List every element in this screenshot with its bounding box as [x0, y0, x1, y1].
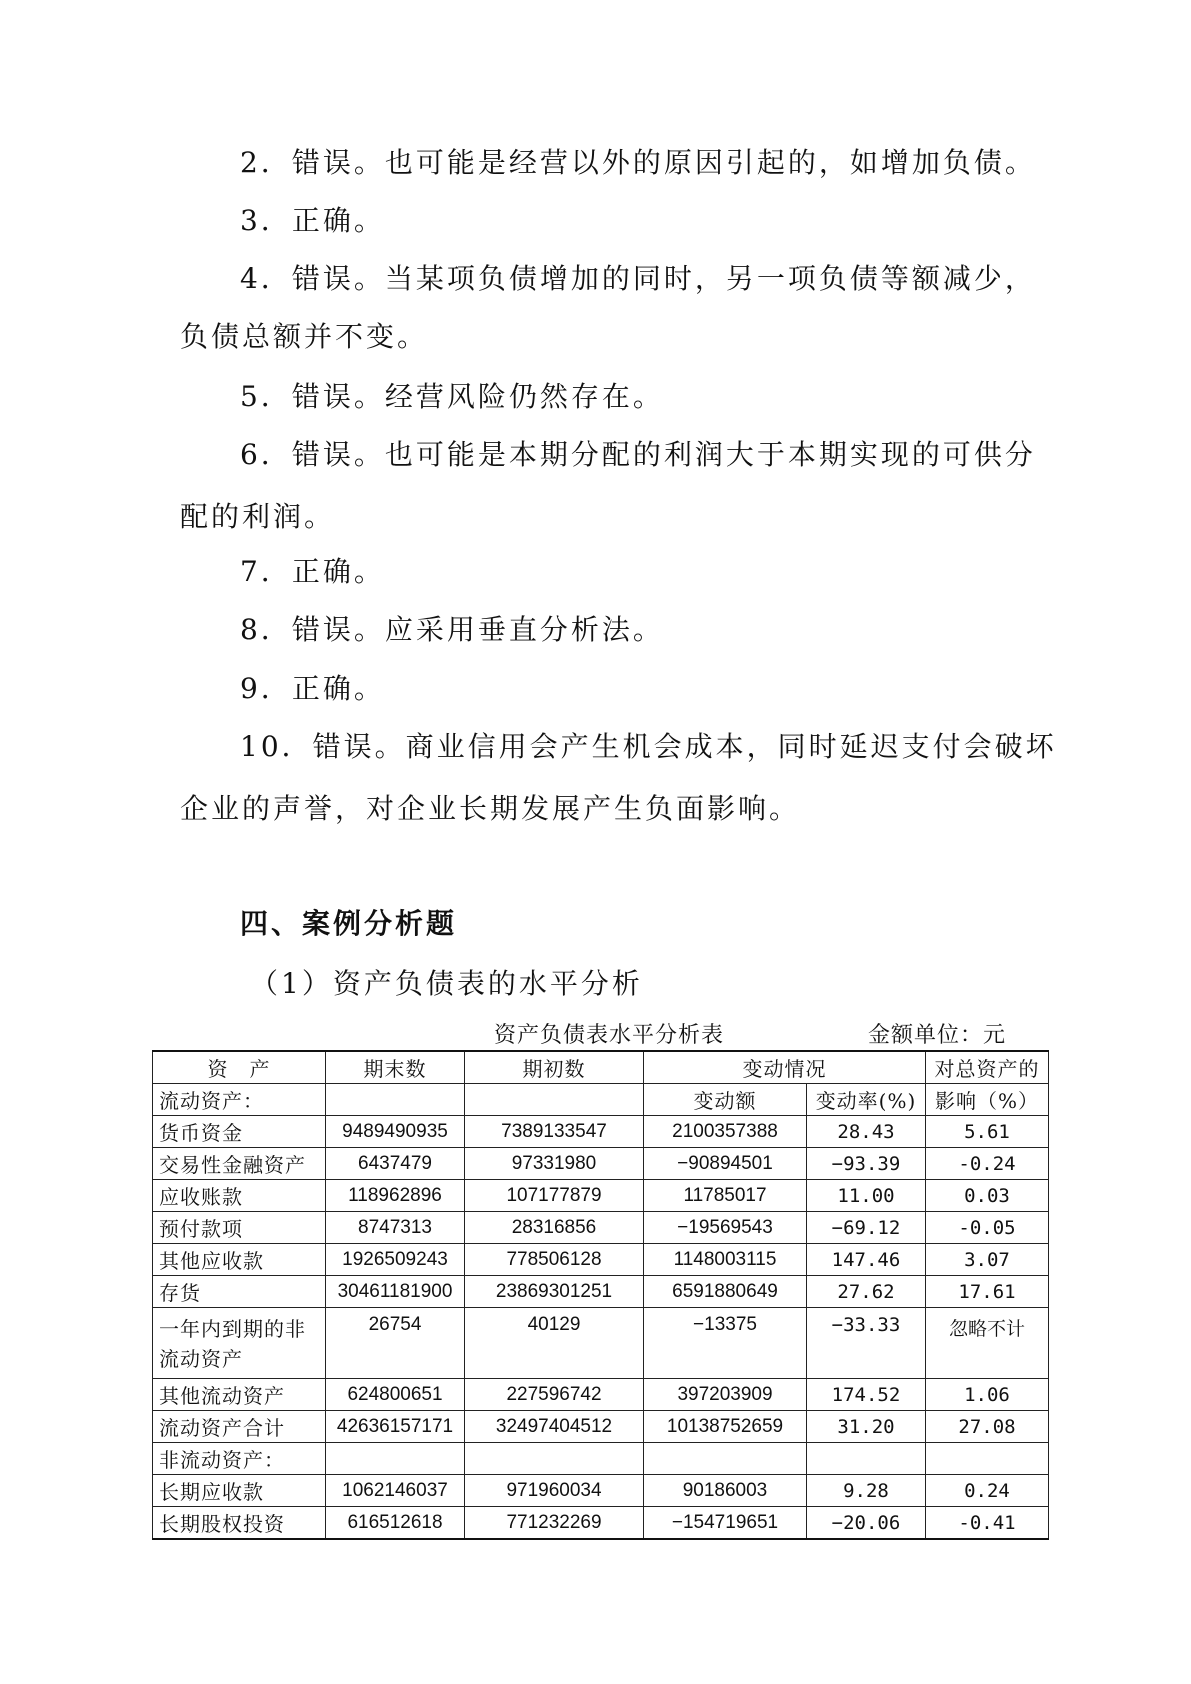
table-row [153, 1379, 1049, 1411]
empty-cell [807, 1443, 926, 1475]
row-change-rate: 11.00 [807, 1180, 926, 1212]
empty-cell [326, 1084, 465, 1116]
answer-line: 3．正确。 [240, 204, 385, 237]
row-name: 长期股权投资 [153, 1507, 326, 1540]
table-row [153, 1276, 1049, 1308]
row-begin: 23869301251 [465, 1276, 644, 1308]
row-impact: 0.03 [926, 1180, 1049, 1212]
row-impact: -0.41 [926, 1507, 1049, 1540]
row-end: 1062146037 [326, 1475, 465, 1507]
row-impact: -0.05 [926, 1212, 1049, 1244]
table-caption: 资产负债表水平分析表 [494, 1023, 725, 1048]
row-change-amount: −90894501 [644, 1148, 807, 1180]
answer-line: 8．错误。应采用垂直分析法。 [240, 613, 664, 646]
answer-8 [180, 599, 1020, 661]
row-change-amount: −13375 [644, 1308, 807, 1379]
header-change-amount: 变动额 [644, 1084, 807, 1116]
table-header-row [153, 1051, 1049, 1084]
answer-6 [180, 424, 1036, 548]
header-begin: 期初数 [465, 1051, 644, 1084]
row-begin: 7389133547 [465, 1116, 644, 1148]
row-change-rate: 147.46 [807, 1244, 926, 1276]
answer-line: 10．错误。商业信用会产生机会成本，同时延迟支付会破坏 [240, 730, 1057, 763]
row-change-amount: −19569543 [644, 1212, 807, 1244]
header-end: 期末数 [326, 1051, 465, 1084]
row-name: 交易性金融资产 [153, 1148, 326, 1180]
row-change-amount: 10138752659 [644, 1411, 807, 1443]
row-name: 存货 [153, 1276, 326, 1308]
answer-5 [180, 366, 1020, 428]
row-change-rate: 31.20 [807, 1411, 926, 1443]
answer-line: 配的利润。 [180, 500, 336, 533]
row-change-rate: −69.12 [807, 1212, 926, 1244]
empty-cell [465, 1443, 644, 1475]
header-change-rate: 变动率(%) [807, 1084, 926, 1116]
row-end: 8747313 [326, 1212, 465, 1244]
row-begin: 971960034 [465, 1475, 644, 1507]
row-name: 其他应收款 [153, 1244, 326, 1276]
section-noncurrent-assets: 非流动资产： [153, 1443, 326, 1475]
row-name [153, 1308, 326, 1379]
answer-7 [180, 541, 1020, 603]
answer-line: 7．正确。 [240, 555, 385, 588]
row-end: 26754 [326, 1308, 465, 1379]
header-impact-1: 对总资产的 [926, 1051, 1049, 1084]
row-name: 其他流动资产 [153, 1379, 326, 1411]
row-change-rate: 174.52 [807, 1379, 926, 1411]
header-impact-2: 影响（%） [926, 1084, 1049, 1116]
row-impact: 5.61 [926, 1116, 1049, 1148]
answer-3 [180, 190, 1020, 252]
row-impact: 忽略不计 [926, 1308, 1049, 1379]
row-begin: 97331980 [465, 1148, 644, 1180]
row-change-amount: 1148003115 [644, 1244, 807, 1276]
row-end: 30461181900 [326, 1276, 465, 1308]
row-begin: 28316856 [465, 1212, 644, 1244]
row-change-amount: 90186003 [644, 1475, 807, 1507]
row-end: 42636157171 [326, 1411, 465, 1443]
table-row [153, 1212, 1049, 1244]
row-impact: 3.07 [926, 1244, 1049, 1276]
empty-cell [465, 1084, 644, 1116]
row-name: 应收账款 [153, 1180, 326, 1212]
row-impact: 0.24 [926, 1475, 1049, 1507]
table-unit: 金额单位：元 [868, 1023, 1007, 1048]
row-change-amount: 6591880649 [644, 1276, 807, 1308]
answer-line: 负债总额并不变。 [180, 320, 429, 353]
answer-line: 9．正确。 [240, 672, 385, 705]
table-section-row [153, 1443, 1049, 1475]
row-name: 货币资金 [153, 1116, 326, 1148]
table-row [153, 1308, 1049, 1379]
row-change-amount: 397203909 [644, 1379, 807, 1411]
row-impact: 27.08 [926, 1411, 1049, 1443]
row-name: 长期应收款 [153, 1475, 326, 1507]
row-change-rate: 9.28 [807, 1475, 926, 1507]
row-change-rate: −93.39 [807, 1148, 926, 1180]
empty-cell [926, 1443, 1049, 1475]
section-title: 四、案例分析题 [240, 907, 458, 940]
empty-cell [644, 1443, 807, 1475]
row-change-rate: 28.43 [807, 1116, 926, 1148]
row-name: 预付款项 [153, 1212, 326, 1244]
section-current-assets: 流动资产： [153, 1084, 326, 1116]
row-end: 9489490935 [326, 1116, 465, 1148]
table-row [153, 1180, 1049, 1212]
row-name-line2: 流动资产 [159, 1347, 243, 1371]
row-end: 118962896 [326, 1180, 465, 1212]
answer-line: 5．错误。经营风险仍然存在。 [240, 380, 664, 413]
row-impact: 1.06 [926, 1379, 1049, 1411]
row-end: 6437479 [326, 1148, 465, 1180]
table-row [153, 1475, 1049, 1507]
row-change-rate: 27.62 [807, 1276, 926, 1308]
answer-2 [180, 132, 1036, 194]
row-begin: 40129 [465, 1308, 644, 1379]
table-row [153, 1507, 1049, 1540]
row-begin: 32497404512 [465, 1411, 644, 1443]
table-subheader-row [153, 1084, 1049, 1116]
row-end: 1926509243 [326, 1244, 465, 1276]
row-change-rate: −33.33 [807, 1308, 926, 1379]
answer-line: 4．错误。当某项负债增加的同时，另一项负债等额减少， [240, 262, 1036, 295]
header-asset: 资 产 [153, 1051, 326, 1084]
row-name-line1: 一年内到期的非 [159, 1317, 306, 1341]
table-row [153, 1244, 1049, 1276]
row-name: 流动资产合计 [153, 1411, 326, 1443]
header-change: 变动情况 [644, 1051, 926, 1084]
subsection-title: （1）资产负债表的水平分析 [250, 967, 643, 1000]
answer-10 [180, 716, 1057, 840]
row-end: 616512618 [326, 1507, 465, 1540]
answer-line: 6．错误。也可能是本期分配的利润大于本期实现的可供分 [240, 438, 1036, 471]
row-begin: 107177879 [465, 1180, 644, 1212]
table-row [153, 1148, 1049, 1180]
row-change-amount: −154719651 [644, 1507, 807, 1540]
table-row [153, 1116, 1049, 1148]
answer-line: 企业的声誉，对企业长期发展产生负面影响。 [180, 792, 801, 825]
answer-9 [180, 658, 1020, 720]
row-change-amount: 11785017 [644, 1180, 807, 1212]
row-begin: 227596742 [465, 1379, 644, 1411]
row-begin: 771232269 [465, 1507, 644, 1540]
row-end: 624800651 [326, 1379, 465, 1411]
empty-cell [326, 1443, 465, 1475]
answer-4 [180, 248, 1036, 368]
table-row-total [153, 1411, 1049, 1443]
row-impact: 17.61 [926, 1276, 1049, 1308]
row-change-amount: 2100357388 [644, 1116, 807, 1148]
balance-sheet-horizontal-analysis-table [152, 1050, 1049, 1540]
row-change-rate: −20.06 [807, 1507, 926, 1540]
row-impact: -0.24 [926, 1148, 1049, 1180]
row-begin: 778506128 [465, 1244, 644, 1276]
answer-line: 2．错误。也可能是经营以外的原因引起的，如增加负债。 [240, 146, 1036, 179]
